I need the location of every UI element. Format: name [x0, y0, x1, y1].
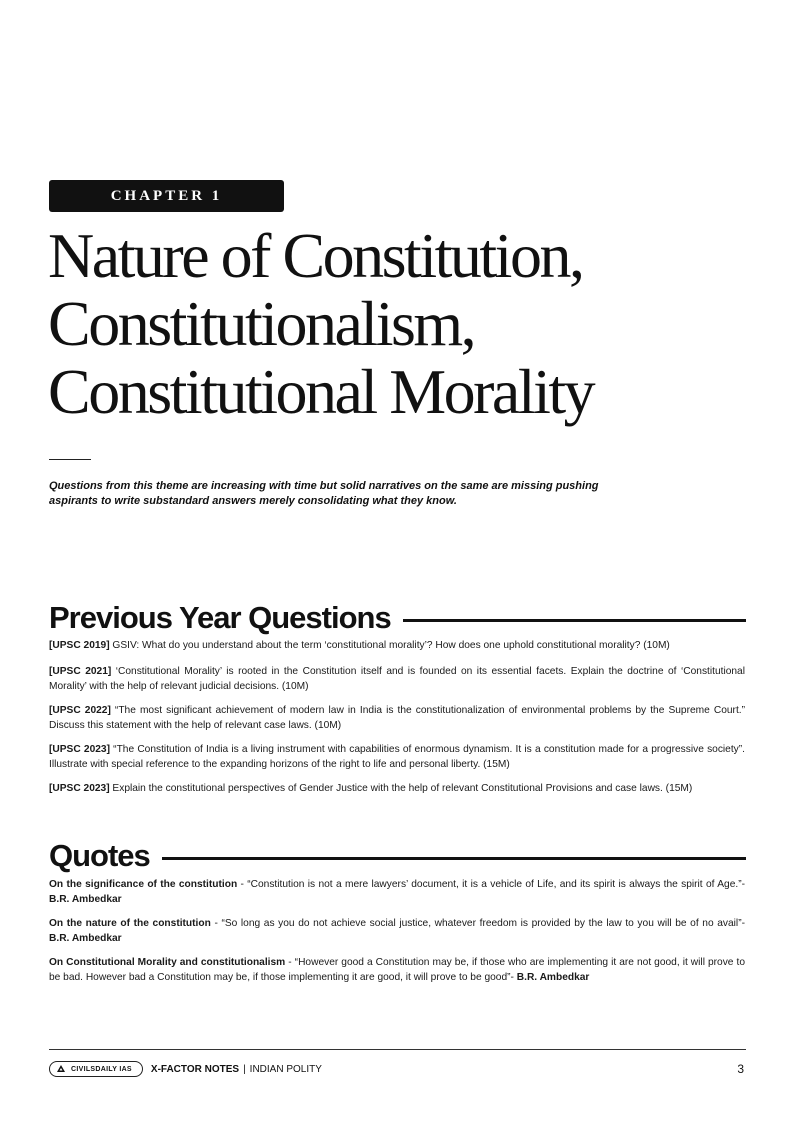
quote-topic: On the nature of the constitution	[49, 918, 211, 929]
quotes-heading: Quotes	[49, 838, 150, 873]
pyq-item	[49, 638, 745, 653]
logo-text: CIVILSDAILY IAS	[71, 1065, 132, 1073]
pyq-item	[49, 742, 745, 772]
heading-rule	[162, 857, 746, 860]
pyq-text: “The Constitution of India is a living instrument with capabilities of enormous dynamism. It is a constitution made for a progressive society”. Illustrate with special reference to the expanding horizons of the right to life and personal liberty. (15M)	[49, 744, 745, 770]
quote-item	[49, 877, 745, 907]
quote-item	[49, 955, 745, 985]
footer-brand: X-FACTOR NOTES	[150, 1063, 240, 1075]
quote-topic: On the significance of the constitution	[49, 879, 238, 890]
heading-rule	[403, 619, 746, 622]
pyq-item	[49, 664, 745, 694]
civilsdaily-logo-icon	[56, 1064, 66, 1074]
pyq-heading: Previous Year Questions	[49, 600, 391, 635]
chapter-label: CHAPTER 1	[110, 187, 223, 204]
pyq-text: Explain the constitutional perspectives of Gender Justice with the help of relevant Constitutional Provisions and case laws. (15M)	[109, 783, 693, 794]
pyq-tag: [UPSC 2023]	[49, 744, 110, 755]
pyq-tag: [UPSC 2023]	[49, 783, 110, 794]
quote-author: B.R. Ambedkar	[516, 972, 590, 983]
chapter-title	[48, 222, 768, 426]
intro-divider	[49, 459, 91, 460]
pyq-item	[49, 703, 745, 733]
page-footer	[49, 1060, 746, 1078]
pyq-text: “The most significant achievement of modern law in India is the constitutionalization of environmental problems by the Supreme Court.” Discuss this statement with the help of relevant case laws. (10M)	[49, 705, 745, 731]
chapter-badge	[49, 180, 284, 212]
page-number: 3	[737, 1062, 744, 1076]
chapter-title-line: Constitutional Morality	[48, 356, 594, 427]
chapter-title-line: Constitutionalism,	[48, 288, 475, 359]
quote-topic: On Constitutional Morality and constitutionalism	[49, 957, 286, 968]
pyq-tag: [UPSC 2022]	[49, 705, 111, 716]
quote-author: B.R. Ambedkar	[49, 894, 122, 905]
pyq-section-header	[49, 600, 746, 636]
footer-subject: INDIAN POLITY	[249, 1063, 322, 1075]
pyq-item	[49, 781, 745, 796]
quote-text: - “So long as you do not achieve social justice, whatever freedom is provided by the law to you will be of no avail”-	[210, 918, 745, 929]
intro-text: Questions from this theme are increasing with time but solid narratives on the same are missing pushing aspirants to write substandard answers merely consolidating what they know.	[49, 480, 599, 507]
chapter-title-line: Nature of Constitution,	[48, 220, 583, 291]
pyq-tag: [UPSC 2021]	[49, 666, 112, 677]
pyq-text: ‘Constitutional Morality’ is rooted in the Constitution itself and is founded on its essential facets. Explain the doctrine of ‘Constitutional Morality’ with the help of relevant judicial decisions. (10M)	[49, 666, 745, 692]
quote-author: B.R. Ambedkar	[49, 933, 122, 944]
quote-item	[49, 916, 745, 946]
quote-text: - “However good a Constitution may be, if those who are implementing it are not good, it will prove to be bad. However bad a Constitution may be, if those implementing it are good, it will prove to be good”-	[49, 957, 745, 983]
civilsdaily-logo	[49, 1061, 143, 1077]
quote-text: - “Constitution is not a mere lawyers’ document, it is a vehicle of Life, and its spirit is always the spirit of Age.”-	[237, 879, 745, 890]
pyq-tag: [UPSC 2019]	[49, 640, 110, 651]
quotes-section-header	[49, 838, 746, 874]
footer-divider	[49, 1049, 746, 1050]
footer-separator: |	[243, 1063, 246, 1075]
pyq-text: GSIV: What do you understand about the term ‘constitutional morality’? How does one uphold constitutional morality? (10M)	[109, 640, 670, 651]
